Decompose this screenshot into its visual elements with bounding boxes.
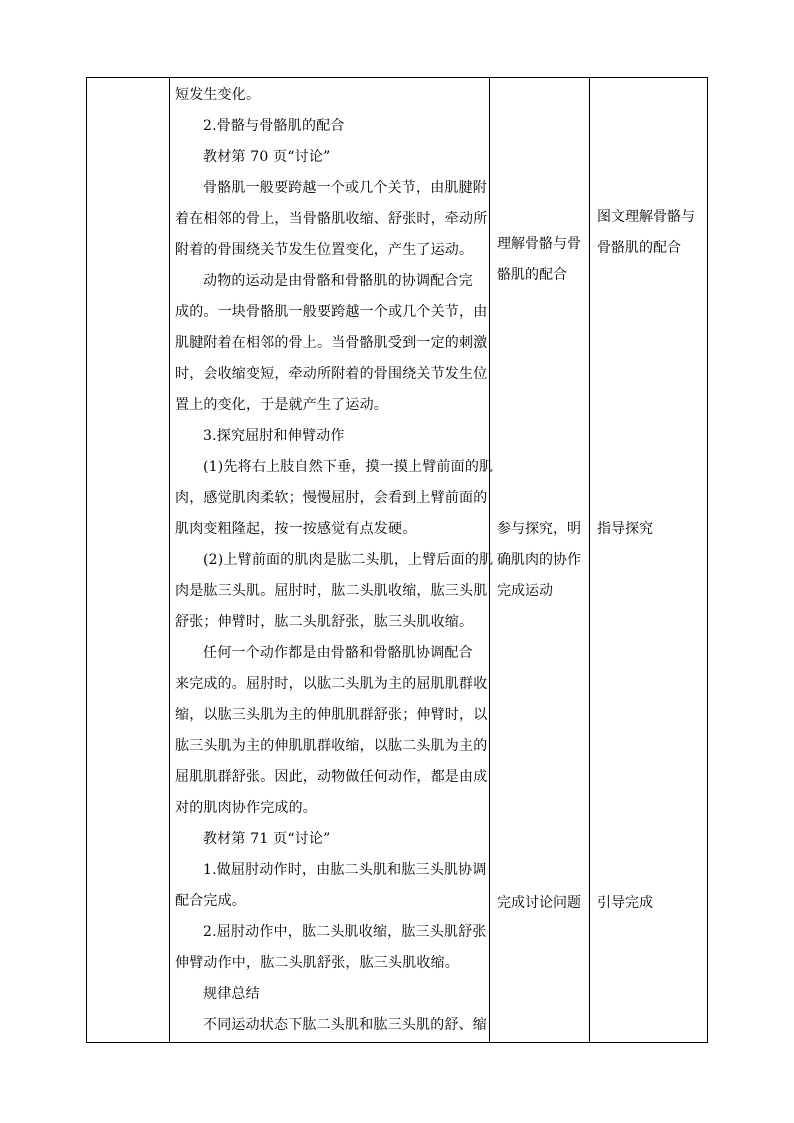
design-intent-3	[597, 888, 653, 919]
content-line: 教材第 70 页“讨论”	[203, 149, 331, 165]
teaching-content-column	[175, 80, 494, 1041]
intent-line: 图文理解骨骼与	[597, 209, 695, 225]
content-line: 肉是肱三头肌。屈肘时，肱二头肌收缩，肱三头肌	[175, 583, 488, 599]
content-line: 教材第 71 页“讨论”	[203, 831, 331, 847]
content-line: 动物的运动是由骨骼和骨骼肌的协调配合完	[203, 273, 473, 289]
content-line: 着在相邻的骨上，当骨骼肌收缩、舒张时，牵动所	[175, 211, 488, 227]
content-line: 对的肌肉协作完成的。	[175, 800, 317, 816]
content-line: 3.探究屈肘和伸臂动作	[203, 428, 345, 444]
student-activity-2	[497, 514, 581, 607]
content-line: 2.屈肘动作中，肱二头肌收缩，肱三头肌舒张	[203, 924, 487, 940]
content-line: 置上的变化，于是就产生了运动。	[175, 397, 388, 413]
activity-line: 完成讨论问题	[497, 895, 581, 911]
content-line: 来完成的。屈肘时，以肱二头肌为主的屈肌肌群收	[175, 676, 488, 692]
intent-line: 指导探究	[597, 521, 653, 537]
content-line: 舒张；伸臂时，肱二头肌舒张，肱三头肌收缩。	[175, 614, 474, 630]
design-intent-1	[597, 202, 695, 264]
content-line: 骨骼肌一般要跨越一个或几个关节，由肌腱附	[203, 180, 487, 196]
content-line: 1.做屈肘动作时，由肱二头肌和肱三头肌协调	[203, 862, 487, 878]
column-divider-3	[589, 78, 590, 1042]
content-line: (1)先将右上肢自然下垂，摸一摸上臂前面的肌	[203, 459, 494, 475]
activity-line: 理解骨骼与骨	[497, 236, 581, 252]
content-line: 肌肉变粗隆起，按一按感觉有点发硬。	[175, 521, 417, 537]
content-line: 规律总结	[203, 986, 260, 1002]
design-intent-2	[597, 514, 653, 545]
content-line: 肌腱附着在相邻的骨上。当骨骼肌受到一定的刺激	[175, 335, 488, 351]
activity-line: 骼肌的配合	[497, 267, 567, 283]
column-divider-1	[169, 78, 170, 1042]
content-line: 肉，感觉肌肉柔软；慢慢屈肘，会看到上臂前面的	[175, 490, 488, 506]
student-activity-3	[497, 888, 581, 919]
activity-line: 参与探究，明	[497, 521, 581, 537]
lesson-table	[86, 77, 708, 1043]
intent-line: 骨骼肌的配合	[597, 240, 681, 256]
content-line: 屈肌肌群舒张。因此，动物做任何动作，都是由成	[175, 769, 488, 785]
content-line: 时，会收缩变短，牵动所附着的骨围绕关节发生位	[175, 366, 488, 382]
content-line: 2.骨骼与骨骼肌的配合	[203, 118, 345, 134]
content-line: 短发生变化。	[175, 87, 261, 103]
content-line: 肱三头肌为主的伸肌肌群收缩，以肱二头肌为主的	[175, 738, 488, 754]
student-activity-1	[497, 229, 581, 291]
content-line: (2)上臂前面的肌肉是肱二头肌，上臂后面的肌	[203, 552, 494, 568]
content-line: 缩，以肱三头肌为主的伸肌肌群舒张；伸臂时，以	[175, 707, 488, 723]
content-line: 伸臂动作中，肱二头肌舒张，肱三头肌收缩。	[175, 955, 459, 971]
content-line: 不同运动状态下肱二头肌和肱三头肌的舒、缩	[203, 1017, 487, 1033]
content-line: 任何一个动作都是由骨骼和骨骼肌协调配合	[203, 645, 473, 661]
activity-line: 确肌肉的协作	[497, 552, 581, 568]
content-line: 成的。一块骨骼肌一般要跨越一个或几个关节，由	[175, 304, 488, 320]
activity-line: 完成运动	[497, 583, 553, 599]
content-line: 配合完成。	[175, 893, 246, 909]
content-line: 附着的骨围绕关节发生位置变化，产生了运动。	[175, 242, 474, 258]
intent-line: 引导完成	[597, 895, 653, 911]
